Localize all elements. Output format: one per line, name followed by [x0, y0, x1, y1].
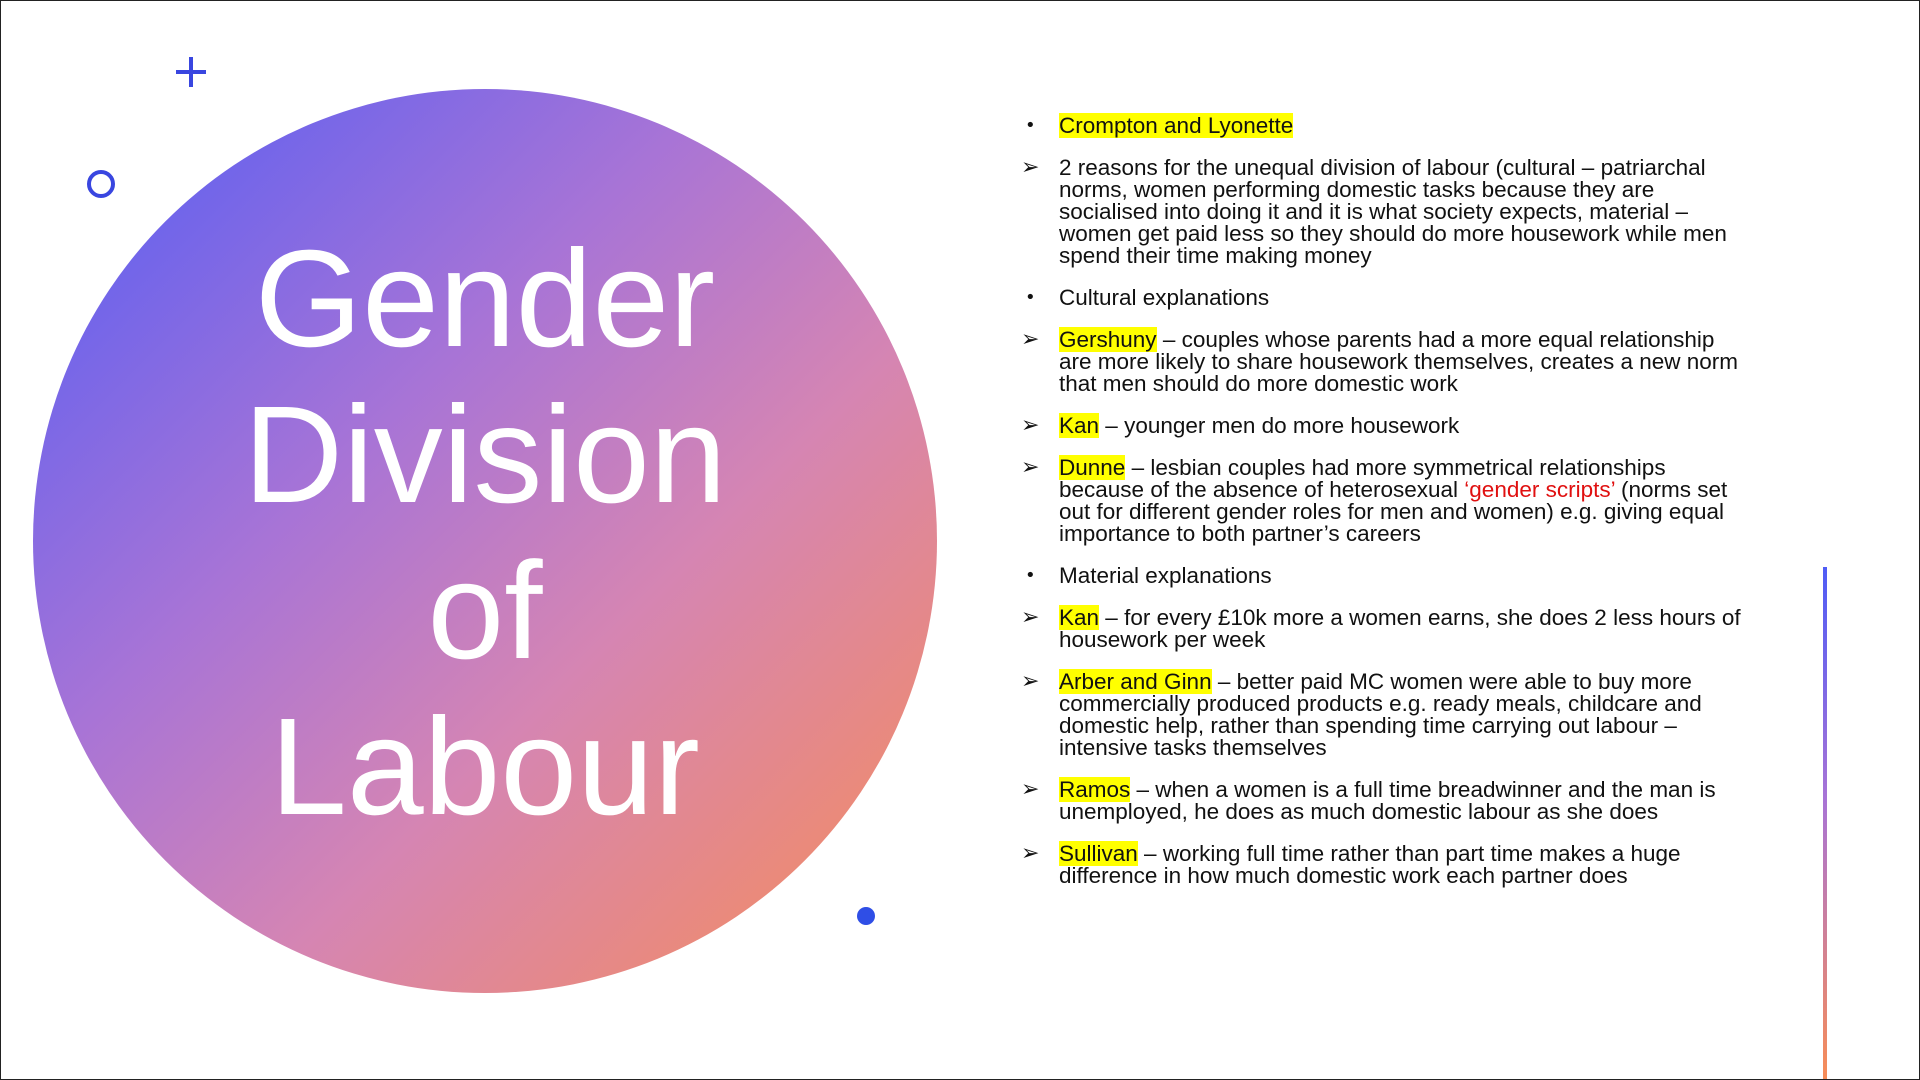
list-item — [1021, 415, 1741, 437]
red-term: ‘gender scripts’ — [1464, 477, 1615, 502]
item-text: – for every £10k more a women earns, she does 2 less hours of housework per week — [1059, 605, 1741, 652]
list-item — [1021, 457, 1741, 545]
highlighted-author: Ramos — [1059, 777, 1131, 802]
title-line-3: of — [427, 534, 543, 688]
bullet-marker: • — [1025, 565, 1036, 586]
list-item — [1021, 779, 1741, 823]
arrow-marker: ➢ — [1021, 605, 1040, 630]
item-text: 2 reasons for the unequal division of labour (cultural – patriarchal norms, women performing domestic tasks because they are socialised into doing it and it is what society expects, material – women get paid less so they should do more housework while men spend their time making money — [1059, 155, 1727, 268]
item-text: – younger men do more housework — [1099, 413, 1460, 438]
arrow-marker: ➢ — [1021, 669, 1040, 694]
arrow-marker: ➢ — [1021, 841, 1040, 866]
highlighted-author: Arber and Ginn — [1059, 669, 1212, 694]
highlighted-author: Kan — [1059, 413, 1100, 438]
item-text: (norms set out for different gender roles for men and women) e.g. giving equal importance to both partner’s careers — [1059, 477, 1728, 546]
item-text: – working full time rather than part time makes a huge difference in how much domestic work each partner does — [1059, 841, 1681, 888]
section-heading: Material explanations — [1059, 563, 1272, 588]
bullet-marker: • — [1025, 287, 1036, 308]
list-item — [1021, 671, 1741, 759]
plus-icon — [176, 57, 206, 87]
list-item — [1021, 329, 1741, 395]
list-item — [1021, 843, 1741, 887]
ring-icon — [87, 170, 115, 198]
list-item — [1021, 115, 1741, 137]
arrow-marker: ➢ — [1021, 777, 1040, 802]
highlighted-author: Dunne — [1059, 455, 1126, 480]
highlighted-author: Sullivan — [1059, 841, 1138, 866]
list-item — [1021, 157, 1741, 267]
arrow-marker: ➢ — [1021, 413, 1040, 438]
highlighted-author: Crompton and Lyonette — [1059, 113, 1294, 138]
item-text: – better paid MC women were able to buy more commercially produced products e.g. ready meals, childcare and domestic help, rather than spending time carrying out labour – intensive tasks themselves — [1059, 669, 1702, 760]
highlighted-author: Gershuny — [1059, 327, 1157, 352]
item-text: – when a women is a full time breadwinner and the man is unemployed, he does as much domestic labour as she does — [1059, 777, 1716, 824]
notes-list — [1021, 115, 1741, 907]
arrow-marker: ➢ — [1021, 327, 1040, 352]
arrow-marker: ➢ — [1021, 155, 1040, 180]
title-line-2: Division — [243, 378, 727, 532]
title-line-1: Gender — [254, 222, 716, 376]
bullet-marker: • — [1025, 115, 1036, 136]
item-text: – couples whose parents had a more equal relationship are more likely to share housework themselves, creates a new norm that men should do more domestic work — [1059, 327, 1739, 396]
list-item — [1021, 287, 1741, 309]
list-item — [1021, 607, 1741, 651]
list-item — [1021, 565, 1741, 587]
highlighted-author: Kan — [1059, 605, 1100, 630]
accent-line — [1823, 567, 1827, 1080]
item-text: – lesbian couples had more symmetrical relationships because of the absence of heterosexual — [1059, 455, 1666, 502]
title-line-4: Labour — [270, 690, 700, 844]
section-heading: Cultural explanations — [1059, 285, 1270, 310]
dot-icon — [857, 907, 875, 925]
slide-title — [33, 221, 937, 845]
arrow-marker: ➢ — [1021, 455, 1040, 480]
